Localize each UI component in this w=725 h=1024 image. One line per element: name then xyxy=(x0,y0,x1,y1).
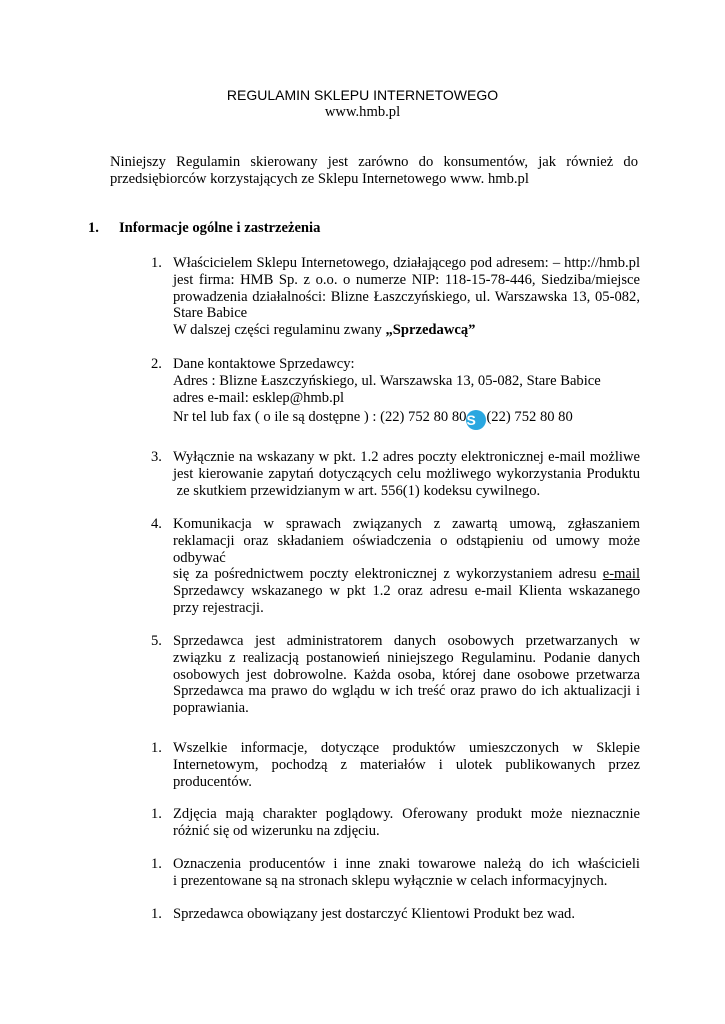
item-line: Zdjęcia mają charakter poglądowy. Oferowany produkt może nieznacznie xyxy=(173,806,640,822)
intro-paragraph xyxy=(110,154,638,188)
item-line-text: W dalszej części regulaminu zwany xyxy=(173,322,386,339)
item-line: przy rejestracji. xyxy=(173,599,264,616)
item-number: 1. xyxy=(151,856,162,872)
item-line: Sprzedawca jest administratorem danych osobowych przetwarzanych w xyxy=(173,633,640,649)
skype-icon[interactable]: S xyxy=(466,410,486,430)
item-line: różnić się od wizerunku na zdjęciu. xyxy=(173,822,380,839)
item-line: Sprzedawca obowiązany jest dostarczyć Klientowi Produkt bez wad. xyxy=(173,906,576,922)
item-number: 1. xyxy=(151,806,162,822)
item-line: Komunikacja w sprawach związanych z zawartą umową, zgłaszaniem xyxy=(173,516,640,532)
item-line xyxy=(173,566,640,583)
item-line: i prezentowane są na stronach sklepu wyłącznie w celach informacyjnych. xyxy=(173,872,608,889)
item-line: związku z realizacją postanowień niniejszego Regulaminu. Podanie danych xyxy=(173,649,640,666)
email-link[interactable]: e-mail xyxy=(602,566,640,583)
section-title: Informacje ogólne i zastrzeżenia xyxy=(119,220,321,236)
intro-line: przedsiębiorców korzystających ze Sklepu Internetowego www. hmb.pl xyxy=(110,170,529,187)
item-line: Dane kontaktowe Sprzedawcy: xyxy=(173,356,355,372)
list-item xyxy=(151,356,640,430)
section-number: 1. xyxy=(88,220,99,236)
seller-term: „Sprzedawcą” xyxy=(385,322,476,339)
item-number: 5. xyxy=(151,633,162,649)
item-number: 3. xyxy=(151,449,162,465)
item-line: Sprzedawca ma prawo do wglądu w ich treść oraz prawo do ich aktualizacji i xyxy=(173,683,640,700)
item-line: Wszelkie informacje, dotyczące produktów umieszczonych w Sklepie xyxy=(173,740,640,756)
item-body xyxy=(173,906,640,923)
intro-line: Niniejszy Regulamin skierowany jest zarówno do konsumentów, jak również do xyxy=(110,154,638,170)
item-line: Wyłącznie na wskazany w pkt. 1.2 adres poczty elektronicznej e-mail możliwe xyxy=(173,449,640,465)
item-line xyxy=(173,322,640,339)
item-line: producentów. xyxy=(173,773,252,790)
document-subtitle: www.hmb.pl xyxy=(324,104,401,120)
list-item xyxy=(151,633,640,717)
list-item xyxy=(151,806,640,840)
item-line: poprawiania. xyxy=(173,700,249,717)
item-line: Oznaczenia producentów i inne znaki towarowe należą do ich właścicieli xyxy=(173,856,640,872)
phone-prefix: Nr tel lub fax ( o ile są dostępne ) : (22) 752 80 80 xyxy=(173,409,467,426)
item-line: odbywać xyxy=(173,549,226,566)
item-body xyxy=(173,633,640,717)
item-number: 2. xyxy=(151,356,162,372)
item-line: jest kierowanie zapytań dotyczących celu możliwego wykorzystania Produktu xyxy=(173,465,640,482)
item-number: 1. xyxy=(151,906,162,922)
phone-line xyxy=(173,409,640,430)
item-body xyxy=(173,856,640,890)
list-item xyxy=(151,255,640,339)
item-number: 1. xyxy=(151,740,162,756)
section-heading xyxy=(88,220,320,237)
item-body xyxy=(173,806,640,840)
item-line: adres e-mail: esklep@hmb.pl xyxy=(173,389,345,406)
item-line-text: się za pośrednictwem poczty elektronicznej z wykorzystaniem adresu xyxy=(173,566,603,583)
item-line: ze skutkiem przewidzianym w art. 556(1) kodeksu cywilnego. xyxy=(173,482,541,499)
item-body xyxy=(173,516,640,617)
item-number: 1. xyxy=(151,255,162,271)
item-line: Sprzedawcy wskazanego w pkt 1.2 oraz adresu e-mail Klienta wskazanego xyxy=(173,583,640,600)
item-line: jest firma: HMB Sp. z o.o. o numerze NIP: 118-15-78-446, Siedziba/miejsce xyxy=(173,271,640,288)
item-line: Adres : Blizne Łaszczyńskiego, ul. Warszawska 13, 05-082, Stare Babice xyxy=(173,372,601,389)
item-line: prowadzenia działalności: Blizne Łaszczyńskiego, ul. Warszawska 13, 05-082, xyxy=(173,288,640,305)
list-item xyxy=(151,516,640,617)
item-body xyxy=(173,356,640,430)
item-body xyxy=(173,740,640,790)
item-line: Internetowym, pochodzą z materiałów i ulotek publikowanych przez xyxy=(173,756,640,773)
list-item xyxy=(151,856,640,890)
item-number: 4. xyxy=(151,516,162,532)
item-line: reklamacji oraz składaniem oświadczenia o odstąpieniu od umowy może xyxy=(173,532,640,549)
item-line: osobowych jest dobrowolne. Każda osoba, której dane osobowe przetwarza xyxy=(173,666,640,683)
document-title: REGULAMIN SKLEPU INTERNETOWEGO xyxy=(226,87,499,103)
phone-suffix: (22) 752 80 80 xyxy=(486,409,573,426)
list-item xyxy=(151,449,640,499)
list-item xyxy=(151,740,640,790)
item-line: Właścicielem Sklepu Internetowego, działającego pod adresem: – http://hmb.pl xyxy=(173,255,640,271)
item-line: Stare Babice xyxy=(173,305,248,322)
list-item xyxy=(151,906,640,923)
item-body xyxy=(173,449,640,499)
item-body xyxy=(173,255,640,339)
